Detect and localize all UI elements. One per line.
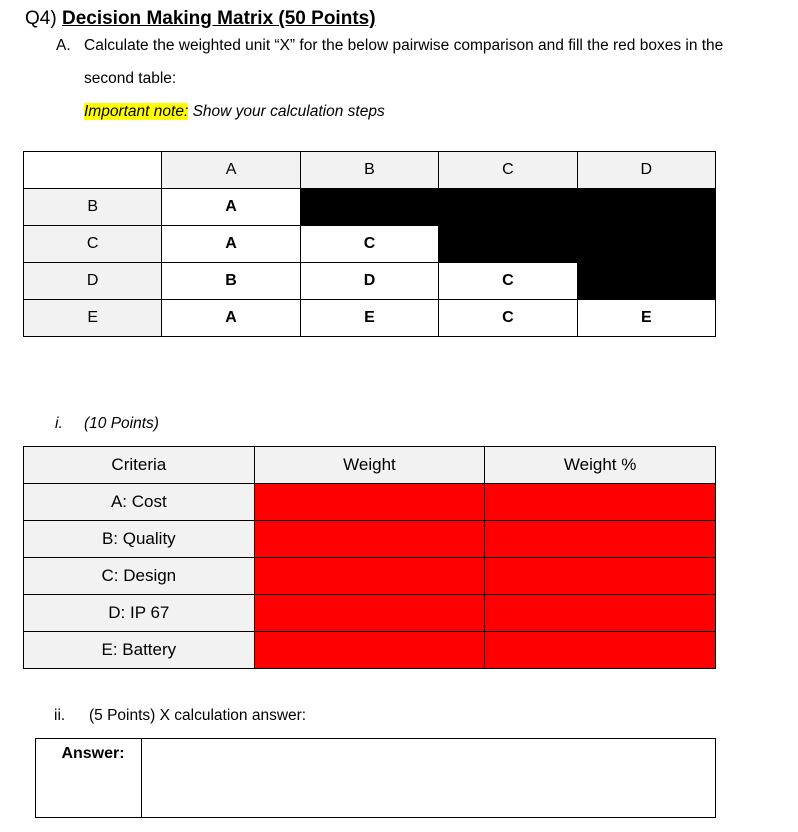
part-ii-text: (5 Points) X calculation answer: — [89, 707, 307, 724]
table-row — [24, 263, 716, 300]
blocked-cell — [577, 263, 715, 300]
corner-cell — [24, 152, 162, 189]
answer-row — [36, 739, 716, 818]
column-header: C — [439, 152, 577, 189]
row-header: C — [24, 226, 162, 263]
weight-percent-input-cell[interactable] — [485, 521, 716, 558]
part-a-line1: Calculate the weighted unit “X” for the below pairwise comparison and fill the red boxes in the — [84, 37, 724, 54]
table-row — [24, 189, 716, 226]
weights-table — [23, 446, 716, 669]
table-row — [24, 558, 716, 595]
column-header: Criteria — [24, 447, 255, 484]
criteria-cell: B: Quality — [24, 521, 255, 558]
row-header: B — [24, 189, 162, 226]
criteria-cell: D: IP 67 — [24, 595, 255, 632]
note-text: Show your calculation steps — [188, 103, 385, 120]
blocked-cell — [300, 189, 438, 226]
part-a-line2: second table: — [84, 70, 177, 87]
comparison-cell: A — [162, 189, 300, 226]
part-a-marker: A. — [56, 37, 71, 54]
column-header: A — [162, 152, 300, 189]
comparison-cell: C — [439, 263, 577, 300]
answer-table — [35, 738, 716, 818]
row-header: D — [24, 263, 162, 300]
table-row — [24, 484, 716, 521]
weight-input-cell[interactable] — [254, 521, 485, 558]
comparison-cell: C — [300, 226, 438, 263]
weight-percent-input-cell[interactable] — [485, 484, 716, 521]
comparison-cell: B — [162, 263, 300, 300]
weight-input-cell[interactable] — [254, 484, 485, 521]
table-row — [24, 595, 716, 632]
blocked-cell — [439, 226, 577, 263]
part-ii-marker: ii. — [54, 707, 66, 724]
part-i-marker: i. — [55, 415, 63, 432]
comparison-cell: E — [577, 300, 715, 337]
row-header: E — [24, 300, 162, 337]
answer-label: Answer: — [36, 739, 142, 818]
table-row — [24, 300, 716, 337]
comparison-cell: C — [439, 300, 577, 337]
comparison-cell: A — [162, 300, 300, 337]
blocked-cell — [439, 189, 577, 226]
weight-input-cell[interactable] — [254, 595, 485, 632]
weight-percent-input-cell[interactable] — [485, 558, 716, 595]
blocked-cell — [577, 226, 715, 263]
question-title — [25, 8, 376, 30]
table-header-row — [24, 447, 716, 484]
column-header: Weight % — [485, 447, 716, 484]
weight-input-cell[interactable] — [254, 632, 485, 669]
question-number: Q4) — [25, 8, 57, 29]
criteria-cell: C: Design — [24, 558, 255, 595]
pairwise-comparison-table — [23, 151, 716, 337]
column-header: B — [300, 152, 438, 189]
answer-field[interactable] — [142, 739, 716, 818]
table-header-row — [24, 152, 716, 189]
comparison-cell: A — [162, 226, 300, 263]
criteria-cell: A: Cost — [24, 484, 255, 521]
important-note — [84, 103, 385, 121]
note-label: Important note: — [84, 103, 189, 120]
table-row — [24, 521, 716, 558]
weight-percent-input-cell[interactable] — [485, 632, 716, 669]
part-i-points: (10 Points) — [84, 415, 159, 432]
question-heading: Decision Making Matrix (50 Points) — [61, 8, 376, 29]
column-header: D — [577, 152, 715, 189]
table-row — [24, 632, 716, 669]
column-header: Weight — [254, 447, 485, 484]
comparison-cell: E — [300, 300, 438, 337]
blocked-cell — [577, 189, 715, 226]
comparison-cell: D — [300, 263, 438, 300]
criteria-cell: E: Battery — [24, 632, 255, 669]
weight-input-cell[interactable] — [254, 558, 485, 595]
table-row — [24, 226, 716, 263]
weight-percent-input-cell[interactable] — [485, 595, 716, 632]
